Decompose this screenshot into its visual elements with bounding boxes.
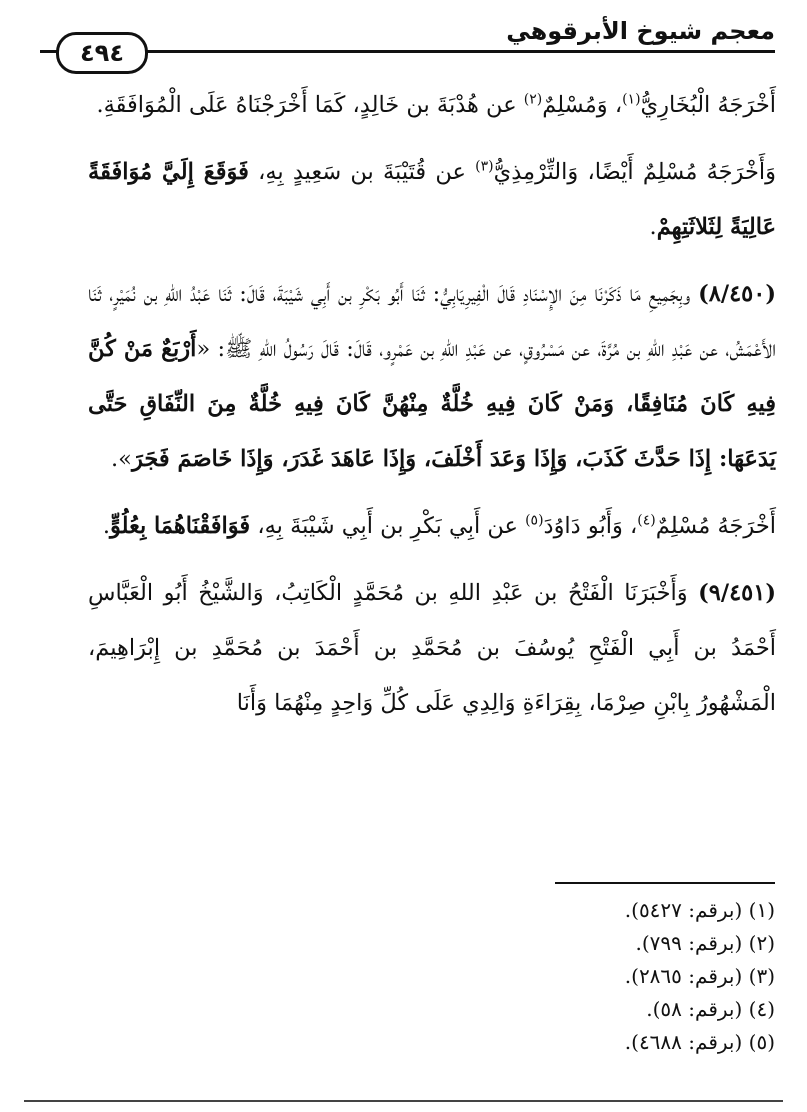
text-segment: وَأَخْبَرَنَا الْفَتْحُ بن عَبْدِ اللهِ بن مُحَمَّدٍ الْكَاتِبُ، وَالشَّيْخُ أَبُو الْعَبَّاسِ أَحْمَدُ بن أَبِي الْفَتْحِ يُوسُفَ بن مُحَمَّدِ بن أَحْمَدَ بن مُحَمَّدِ بن إِبْرَاهِيمَ، الْمَشْهُورُ بِابْنِ صِرْمَا، بِقِرَاءَةِ وَالِدِي عَلَى كُلِّ وَاحِدٍ مِنْهُمَا وَأَنَا (88, 580, 776, 716)
footnote-marker: (٥) (525, 512, 544, 529)
text-segment: أَخْرَجَهُ مُسْلِمٌ (655, 513, 776, 539)
running-title: معجم شيوخ الأبرقوهي (506, 17, 775, 45)
paragraph (88, 145, 776, 255)
text-segment: عن قُتَيْبَةَ بن سَعِيدٍ بِهِ، (248, 159, 476, 185)
emphasized-text: فَوَافَقْنَاهُمَا بِعُلُوٍّ (110, 513, 251, 539)
footnotes (255, 894, 775, 1059)
text-segment: . (102, 513, 111, 539)
footnote: (٥) (برقم: ٤٦٨٨). (624, 1030, 775, 1054)
footnote: (٣) (برقم: ٢٨٦٥). (624, 964, 775, 988)
footnote: (٤) (برقم: ٥٨). (646, 997, 775, 1021)
page-number: ٤٩٤ (56, 32, 148, 74)
text-segment: أَخْرَجَهُ الْبُخَارِيُّ (640, 92, 776, 118)
footnote-marker: (١) (622, 91, 641, 108)
footnote-marker: (٢) (523, 91, 543, 108)
paragraph (88, 267, 776, 487)
text-segment: ، وَمُسْلِمٌ (542, 92, 623, 118)
main-text (88, 78, 776, 743)
text-segment: ، وَأَبُو دَاوُدَ (543, 513, 638, 539)
text-segment: عن هُدْبَةَ بن خَالِدٍ، كَمَا أَخْرَجْنَاهُ عَلَى الْمُوَافَقَةِ. (96, 92, 524, 118)
emphasized-text: (٩/٤٥١) (698, 580, 776, 606)
text-segment: . (649, 214, 657, 240)
paragraph (88, 566, 776, 731)
text-segment: ». (111, 446, 132, 472)
emphasized-text: (٨/٤٥٠) (698, 281, 776, 307)
paragraph (88, 499, 776, 554)
bottom-rule (24, 1100, 783, 1102)
paragraph (88, 78, 776, 133)
emphasized-text: أَرْبَعٌ مَنْ كُنَّ فِيهِ كَانَ مُنَافِقًا، وَمَنْ كَانَ فِيهِ خُلَّةٌ مِنْهُنَّ كَانَ فِيهِ خُلَّةٌ مِنَ النِّفَاقِ حَتَّى يَدَعَهَا: إِذَا حَدَّثَ كَذَبَ، وَإِذَا وَعَدَ أَخْلَفَ، وَإِذَا عَاهَدَ غَدَرَ، وَإِذَا خَاصَمَ فَجَرَ (88, 336, 776, 472)
footnote: (٢) (برقم: ٧٩٩). (635, 931, 775, 955)
footnote-marker: (٣) (475, 158, 494, 175)
header-rule (40, 50, 775, 53)
text-segment: وبِجَمِيعِ مَا ذَكَرْنَا مِنَ الإِسْنَادِ قَالَ الْفِيرِيَابِيُّ: ثَنَا أَبُو بَكْرِ بن أَبِي شَيْبَةَ، قَالَ: ثَنَا عَبْدُ اللهِ بن نُمَيْرٍ، ثَنَا الأَعْمَشُ، عن عَبْدِ اللهِ بن مُرَّةَ، عن مَسْرُوقٍ، عن عَبْدِ اللهِ بن عَمْرٍو، قَالَ: قَالَ رَسُولُ اللهِ ﷺ: « (88, 281, 776, 362)
footnote-separator (555, 882, 775, 884)
footnote-marker: (٤) (637, 512, 656, 529)
text-segment: وَأَخْرَجَهُ مُسْلِمٌ أَيْضًا، وَالتِّرْمِذِيُّ (493, 159, 776, 185)
emphasized-text: فَوَقَعَ إِلَيَّ مُوَافَقَةً عَالِيَةً لِثَلاثَتِهِمْ (88, 159, 776, 240)
page-header (40, 10, 775, 66)
footnote: (١) (برقم: ٥٤٢٧). (624, 898, 775, 922)
text-segment: عن أَبِي بَكْرِ بن أَبِي شَيْبَةَ بِهِ، (250, 513, 526, 539)
